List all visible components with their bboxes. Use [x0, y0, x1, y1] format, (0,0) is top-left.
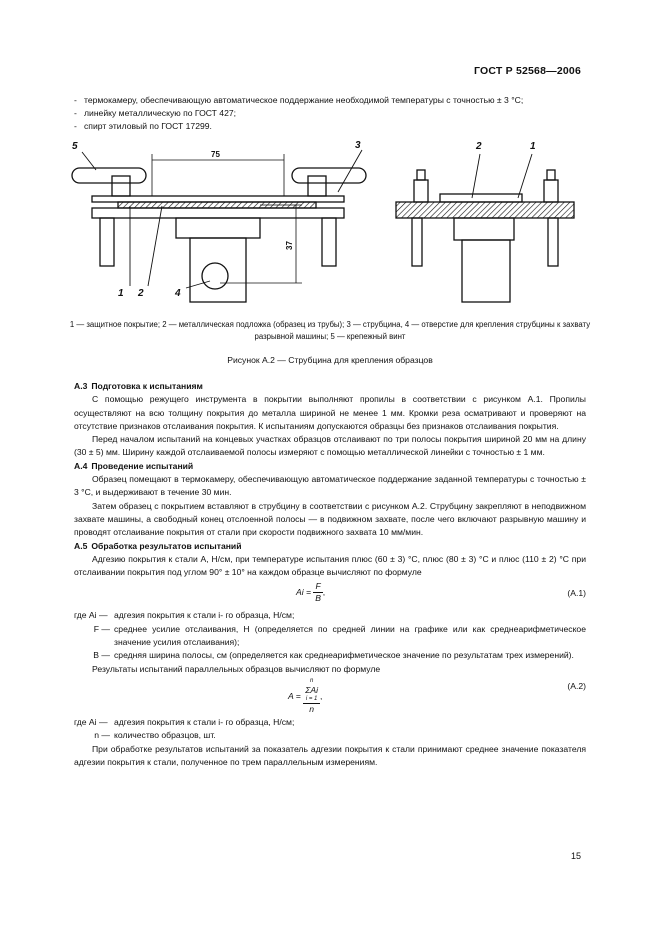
callout-side-1: 1 — [530, 141, 536, 152]
formula-a2: A = n ΣAi i = 1 n , (А.2) — [288, 677, 586, 714]
dimension-height: 37 — [285, 241, 294, 250]
callout-side-2: 2 — [476, 141, 482, 152]
variable-definitions: где Ai — адгезия покрытия к стали i- го образца, Н/см; n — количество образцов, шт. — [74, 716, 295, 741]
figure-labels — [72, 140, 536, 299]
paragraph: При обработке результатов испытаний за показатель адгезии покрытия к стали принимают среднее значение показателя адгезии покрытия к стали, полученное по трем параллельным измерениям. — [74, 743, 586, 767]
fraction: n ΣAi i = 1 n — [305, 677, 319, 714]
formula-a1: Ai = $\frac{F}{B}$ , (А.1) — [296, 581, 586, 604]
side-view — [396, 154, 574, 302]
dimension-width: 75 — [211, 150, 220, 159]
section-heading: А.4 Проведение испытаний — [74, 460, 194, 471]
equipment-list — [74, 94, 584, 133]
figure-caption: Рисунок А.2 — Струбцина для крепления образцов — [227, 355, 433, 365]
list-item: - спирт этиловый по ГОСТ 17299. — [74, 121, 212, 131]
front-view — [72, 150, 366, 302]
callout-3: 3 — [355, 140, 361, 151]
fraction: $\frac{F}{B}$ — [315, 581, 321, 604]
paragraph: С помощью режущего инструмента в покрытии выполняют пропилы в соответствии с рисунком А.1. Пропилы осуществляют на всю толщину покрытия до металла шириной не менее 1 мм. Кромки реза осматривают и проверяют на отсутствие признаков отслаивания покрытия. К испытаниям допускаются образцы без признаков отслаивания покрытия. — [74, 394, 586, 431]
document-body — [74, 380, 586, 769]
clamp-drawing — [70, 136, 590, 306]
standard-header: ГОСТ Р 52568—2006 — [473, 65, 581, 77]
formula-number: (А.1) — [567, 588, 586, 599]
callout-5: 5 — [72, 141, 78, 152]
variable-definitions: где Ai — адгезия покрытия к стали i- го образца, Н/см; F — среднее усилие отслаивания, Н (определяется по средней линии на графике или как среднеарифметическое значение усилия отслаивания); B — средняя ширина полосы, см (определяется как среднеарифметическое значение по результатам трех измерений). — [74, 610, 586, 661]
page-number: 15 — [570, 851, 581, 861]
formula-number: (А.2) — [567, 680, 586, 691]
paragraph: Результаты испытаний параллельных образцов вычисляют по формуле — [92, 663, 381, 674]
paragraph: Образец помещают в термокамеру, обеспечивающую автоматическое поддержание заданной температуры с точностью ± 3 °С, и выдерживают в течение 30 мин. — [74, 474, 586, 498]
paragraph: Адгезию покрытия к стали А, Н/см, при температуре испытания плюс (60 ± 3) °С, плюс (80 ± 3) °С и плюс (110 ± 2) °С при отслаивании покрытия под углом 90° ± 10° на каждом образце вычисляют по формуле — [74, 553, 586, 578]
paragraph: Перед началом испытаний на концевых участках образцов отслаивают по три полосы покрытия шириной 20 мм на длину (30 ± 5) мм. Ширину каждой отслаиваемой полосы измеряют с помощью металлической линейки с точностью ± 1 мм. — [74, 434, 586, 458]
callout-1: 1 — [118, 288, 124, 299]
callout-2: 2 — [138, 288, 144, 299]
list-item: - термокамеру, обеспечивающую автоматическое поддержание необходимой температуры с точностью ± 3 °С; — [74, 95, 524, 105]
section-heading: А.5 Обработка результатов испытаний — [74, 540, 242, 551]
list-item: - линейку металлическую по ГОСТ 427; — [74, 108, 237, 118]
callout-4: 4 — [175, 288, 181, 299]
section-heading: А.3 Подготовка к испытаниям — [74, 381, 203, 391]
figure-legend: 1 — защитное покрытие; 2 — металлическая подложка (образец из трубы); 3 — струбцина, 4 — отверстие для крепления струбцины к захвату разрывной машины; 5 — крепежный винт — [69, 320, 591, 341]
paragraph: Затем образец с покрытием вставляют в струбцину в соответствии с рисунком А.2. Струбцину закрепляют в неподвижном захвате машины, а свободный конец отслоенной полосы — в подвижном захвате, после чего включают разрывную машину и проводят отслаивание покрытия от стали при скорости подвижного захвата 10 мм/мин. — [74, 500, 586, 538]
